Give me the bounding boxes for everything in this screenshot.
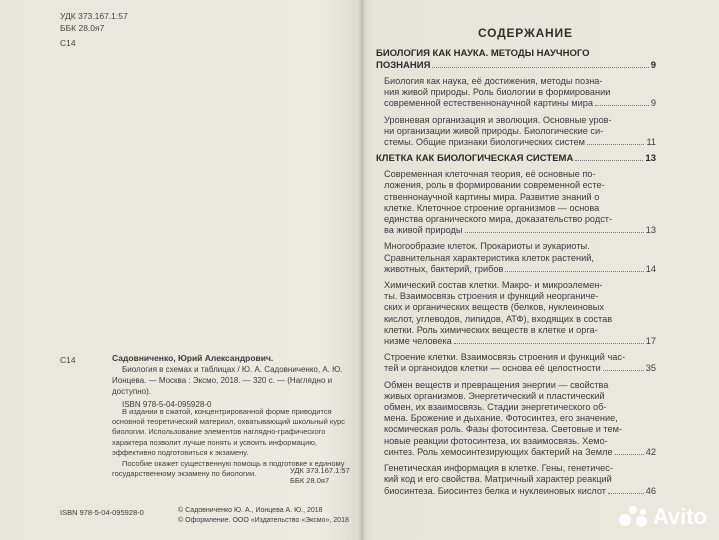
toc-entry-line: низме человека (384, 336, 452, 347)
toc-entry-line: ственнонаучной картины мира. Развитие знаний о (384, 191, 600, 202)
annotation-paragraph: Пособие окажет существенную помощь в подготовке к единому государственному экзамену по биологии. (112, 459, 345, 479)
toc-entry-line: новые реакции фотосинтеза, их взаимосвязь. Хемо- (384, 435, 608, 446)
author-mark: С14 (60, 355, 76, 365)
toc-entry-line: ложения, роль в формировании современной есте- (384, 180, 605, 191)
toc-entry-line: ни организации живой природы. Биологические си- (384, 125, 604, 136)
toc-entry-line: Генетическая информация в клетке. Гены, генетичес- (384, 463, 613, 474)
table-of-contents (376, 48, 656, 502)
toc-entry-line: ва живой природы (384, 225, 463, 236)
page-number: 11 (646, 137, 656, 148)
toc-entry (384, 115, 656, 149)
toc-entry-line: ния живой природы. Роль биологии в формировании (384, 87, 611, 98)
page-number: 42 (645, 446, 656, 457)
page-number: 9 (650, 60, 656, 71)
toc-entry-line: Обмен веществ и превращения энергии — свойства (384, 379, 609, 390)
toc-entry (384, 380, 656, 458)
book-description: Биология в схемах и таблицах / Ю. А. Садовниченко, А. Ю. Ионцева. — Москва : Эксмо, 2018. — 320 с. — (Наглядно и доступно). (112, 365, 343, 396)
toc-entry (384, 169, 656, 236)
copyright-authors: © Садовниченко Ю. А., Ионцева А. Ю., 2018 (178, 507, 323, 514)
author-name: Садовниченко, Юрий Александрович. (112, 353, 274, 363)
contents-page (366, 0, 719, 540)
toc-entry-line: Сравнительная характеристика клеток растений, (384, 252, 594, 263)
toc-entry (384, 76, 656, 110)
toc-entry-line: единства органического мира, доказательство родст- (384, 214, 613, 225)
toc-entry-line: ских и органических веществ (белков, нуклеиновых (384, 302, 604, 313)
toc-entry-line: биосинтеза. Биосинтез белка и нуклеиновых кислот (384, 485, 607, 496)
contents-title: СОДЕРЖАНИЕ (478, 26, 573, 40)
page-number: 13 (645, 225, 656, 236)
toc-entry-line: животных, бактерий, грибов (384, 263, 504, 274)
toc-entry-line: стемы. Общие признаки биологических систем (384, 137, 585, 148)
watermark-text: Avito (652, 504, 707, 529)
toc-entry-line: Биология как наука, её достижения, методы позна- (384, 76, 603, 86)
udk-code: УДК 373.167.1:57 (60, 11, 128, 21)
toc-entry (384, 280, 656, 347)
page-number: 13 (645, 153, 656, 165)
toc-entry-line: Многообразие клеток. Прокариоты и эукариоты. (384, 241, 590, 252)
toc-entry-line: современной естественнонаучной картины мира (384, 98, 593, 109)
toc-entry (384, 352, 656, 374)
toc-entry-line: синтез. Роль хемосинтезирующих бактерий на Земле (384, 446, 613, 457)
udk-code-bottom: УДК 373.167.1:57 (290, 466, 350, 475)
toc-section (376, 48, 656, 72)
toc-entry-line: мена. Брожение и дыхание. Фотосинтез, его значение, (384, 413, 618, 424)
avito-logo-icon (619, 506, 649, 528)
copyright-block (178, 506, 349, 526)
toc-entry-line: кислот, углеводов, липидов, АТФ), входящих в состав (384, 313, 613, 324)
copyright-design: © Оформление. ООО «Издательство «Эксмо», 2018 (178, 517, 349, 524)
page-number: 14 (645, 263, 656, 274)
toc-section-line: ПОЗНАНИЯ (376, 60, 431, 71)
toc-section-line: КЛЕТКА КАК БИОЛОГИЧЕСКАЯ СИСТЕМА (376, 153, 574, 165)
toc-section-line: БИОЛОГИЯ КАК НАУКА. МЕТОДЫ НАУЧНОГО (376, 48, 590, 59)
toc-entry-line: Химический состав клетки. Макро- и микроэлемен- (384, 280, 603, 291)
isbn-line: ISBN 978-5-04-095928-0 (122, 400, 212, 409)
toc-entry-line: Уровневая организация и эволюция. Основные уров- (384, 114, 612, 125)
toc-entry-line: ты. Взаимосвязь строения и функций неорганиче- (384, 291, 599, 302)
toc-entry (384, 463, 656, 497)
page-number: 35 (645, 363, 656, 374)
author-mark-top: С14 (60, 38, 76, 48)
toc-entry-line: космическая роль. Фазы фотосинтеза. Световые и тем- (384, 424, 623, 435)
page-number: 17 (645, 336, 656, 347)
toc-entry-line: клетке. Клеточное строение организмов — основа (384, 202, 600, 213)
toc-entry-line: Строение клетки. Взаимосвязь строения и функций час- (384, 352, 626, 363)
toc-entry-line: живых организмов. Энергетический и пластический (384, 390, 605, 401)
classification-codes-top (60, 10, 128, 49)
toc-entry-line: клетки. Роль химических веществ в клетке и орга- (384, 324, 598, 335)
annotation-paragraph: В издании в сжатой, концентрированной форме приводится основной теоретический материал, охватывающий школьный курс биологии. Использование элементов наглядно-графического характера позволит лучше понять и усвоить информацию, эффективно подготовиться к экзамену. (112, 407, 345, 457)
toc-section (376, 153, 656, 165)
bbk-code: ББК 28.0я7 (60, 23, 105, 33)
toc-entry (384, 241, 656, 275)
bbk-code-bottom: ББК 28.0я7 (290, 476, 330, 485)
toc-entry-line: тей и органоидов клетки — основа её целостности (384, 363, 601, 374)
isbn: ISBN 978-5-04-095928-0 (60, 508, 144, 517)
toc-entry-line: обмен, их взаимосвязь. Стадии энергетического об- (384, 402, 607, 413)
bibliographic-record (112, 353, 350, 410)
page-number: 9 (650, 98, 656, 109)
classification-codes-bottom (290, 466, 350, 486)
toc-entry-line: Современная клеточная теория, её основные по- (384, 169, 596, 180)
avito-watermark (619, 504, 707, 530)
toc-entry-line: кий код и его свойства. Матричный характер реакций (384, 474, 612, 485)
page-number: 46 (645, 485, 656, 496)
